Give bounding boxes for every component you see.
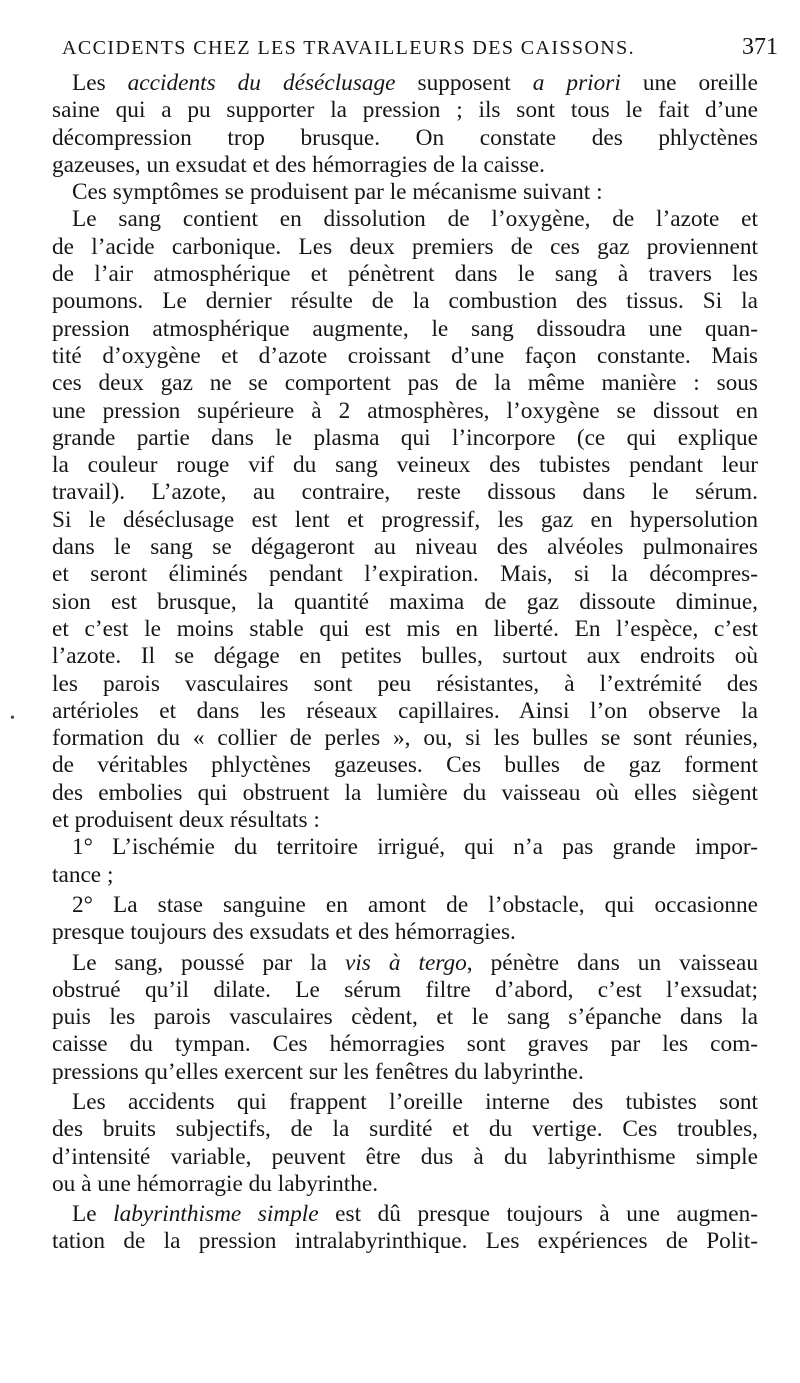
text-line: [52, 425, 758, 452]
text-segment: de l’acide carbonique. Les deux premiers de ces gaz proviennent: [52, 233, 758, 260]
text-segment: d’intensité variable, peuvent être dus à du labyrinthisme simple: [52, 1143, 758, 1170]
text-segment: tance ;: [52, 861, 114, 888]
text-segment: une pression supérieure à 2 atmosphères, l’oxygène se dissout en: [52, 397, 758, 424]
text-line: [52, 534, 758, 561]
text-line: [52, 643, 758, 670]
text-segment: de véritables phlyctènes gazeuses. Ces bulles de gaz forment: [52, 752, 758, 779]
italic-segment: vis à tergo: [344, 949, 467, 976]
text-segment: et c’est le moins stable qui est mis en liberté. En l’espèce, c’est: [52, 615, 758, 642]
text-segment: l’azote. Il se dégage en petites bulles, surtout aux endroits où: [52, 643, 758, 670]
text-line: [52, 479, 758, 506]
text-segment: et seront éliminés pendant l’expiration. Mais, si la décompres-: [52, 561, 758, 588]
text-segment: gazeuses, un exsudat et des hémorragies de la caisse.: [52, 151, 545, 178]
text-segment: de l’air atmosphérique et pénètrent dans le sang à travers les: [52, 261, 758, 288]
text-segment: Les accidents qui frappent l’oreille interne des tubistes sont: [72, 1088, 758, 1115]
text-segment: tité d’oxygène et d’azote croissant d’une façon constante. Mais: [52, 342, 758, 369]
text-segment: formation du « collier de perles », ou, si les bulles se sont réunies,: [52, 725, 758, 752]
text-segment: caisse du tympan. Ces hémorragies sont graves par les com-: [52, 1031, 758, 1058]
text-line: [52, 807, 758, 834]
text-segment: travail). L’azote, au contraire, reste dissous dans le sérum.: [52, 479, 758, 506]
text-line: [52, 70, 758, 97]
text-line: [52, 97, 758, 124]
text-segment: pression atmosphérique augmente, le sang dissoudra une quan-: [52, 315, 758, 342]
text-segment: ces deux gaz ne se comportent pas de la même manière : sous: [52, 370, 758, 397]
text-line: [52, 1144, 758, 1171]
text-line: [52, 1089, 758, 1116]
text-line: [52, 589, 758, 616]
text-line: [52, 834, 758, 861]
text-segment: 2° La stase sanguine en amont de l’obstacle, qui occasionne: [72, 891, 758, 918]
text-segment: 1° L’ischémie du territoire irrigué, qui n’a pas grande impor-: [72, 834, 758, 861]
text-segment: des embolies qui obstruent la lumière du vaisseau où elles siègent: [52, 779, 758, 806]
text-segment: artérioles et dans les réseaux capillaires. Ainsi l’on observe la: [52, 697, 758, 724]
text-line: [52, 452, 758, 479]
text-line: [52, 950, 758, 977]
page-number: 371: [742, 34, 778, 60]
text-line: [52, 1031, 758, 1058]
text-segment: Les: [72, 70, 128, 96]
text-line: [52, 919, 758, 946]
text-segment: ou à une hémorragie du labyrinthe.: [52, 1170, 379, 1197]
text-line: [52, 616, 758, 643]
text-line: [52, 261, 758, 288]
text-segment: des bruits subjectifs, de la surdité et du vertige. Ces troubles,: [52, 1116, 758, 1143]
text-line: [52, 1201, 758, 1228]
text-segment: dans le sang se dégageront au niveau des alvéoles pulmonaires: [52, 534, 758, 561]
text-line: [52, 398, 758, 425]
text-line: [52, 343, 758, 370]
text-line: [52, 1171, 758, 1198]
italic-segment: a priori: [532, 70, 621, 96]
italic-segment: labyrinthisme simple: [113, 1201, 319, 1228]
text-segment: une oreille: [620, 70, 758, 96]
text-line: [52, 316, 758, 343]
text-line: [52, 698, 758, 725]
text-line: [52, 1059, 758, 1086]
text-segment: , pénètre dans un vaisseau: [466, 949, 759, 976]
text-line: [52, 288, 758, 315]
text-segment: sion est brusque, la quantité maxima de gaz dissoute diminue,: [52, 588, 758, 615]
text-line: [52, 780, 758, 807]
text-segment: obstrué qu’il dilate. Le sérum filtre d’abord, c’est l’exsudat;: [52, 976, 758, 1003]
body-text: [52, 70, 758, 1256]
text-segment: puis les parois vasculaires cèdent, et le sang s’épanche dans la: [52, 1004, 758, 1031]
text-line: [52, 206, 758, 233]
text-line: [52, 152, 758, 179]
text-line: [52, 977, 758, 1004]
text-segment: presque toujours des exsudats et des hémorragies.: [52, 919, 516, 946]
text-line: [52, 507, 758, 534]
text-line: [52, 125, 758, 152]
running-head: [62, 34, 778, 61]
text-line: [52, 561, 758, 588]
text-line: [52, 1228, 758, 1255]
text-line: [52, 234, 758, 261]
text-segment: Le: [72, 1201, 114, 1228]
text-segment: saine qui a pu supporter la pression ; ils sont tous le fait d’une: [52, 97, 758, 124]
text-segment: la couleur rouge vif du sang veineux des tubistes pendant leur: [52, 452, 758, 479]
text-segment: tation de la pression intralabyrinthique. Les expériences de Polit-: [52, 1228, 758, 1255]
text-line: [52, 179, 758, 206]
text-line: [52, 1116, 758, 1143]
text-segment: poumons. Le dernier résulte de la combustion des tissus. Si la: [52, 288, 758, 315]
italic-segment: accidents du déséclusage: [127, 70, 396, 96]
text-segment: grande partie dans le plasma qui l’incorpore (ce qui explique: [52, 424, 758, 451]
margin-mark: •: [10, 711, 15, 726]
text-line: [52, 862, 758, 889]
text-line: [52, 752, 758, 779]
text-line: [52, 1004, 758, 1031]
text-segment: est dû presque toujours à une augmen-: [318, 1201, 758, 1228]
text-segment: les parois vasculaires sont peu résistantes, à l’extrémité des: [52, 670, 758, 697]
text-segment: pressions qu’elles exercent sur les fenêtres du labyrinthe.: [52, 1058, 584, 1085]
text-segment: Le sang contient en dissolution de l’oxygène, de l’azote et: [72, 206, 758, 233]
text-segment: Si le déséclusage est lent et progressif, les gaz en hypersolution: [52, 506, 758, 533]
text-segment: Le sang, poussé par la: [72, 949, 345, 976]
text-line: [52, 370, 758, 397]
header-title: ACCIDENTS CHEZ LES TRAVAILLEURS DES CAISSONS.: [62, 37, 636, 59]
text-segment: et produisent deux résultats :: [52, 807, 320, 834]
text-segment: supposent: [395, 70, 533, 96]
text-segment: Ces symptômes se produisent par le mécanisme suivant :: [72, 179, 603, 206]
text-line: [52, 671, 758, 698]
text-line: [52, 725, 758, 752]
text-line: [52, 892, 758, 919]
text-segment: décompression trop brusque. On constate des phlyctènes: [52, 124, 758, 151]
